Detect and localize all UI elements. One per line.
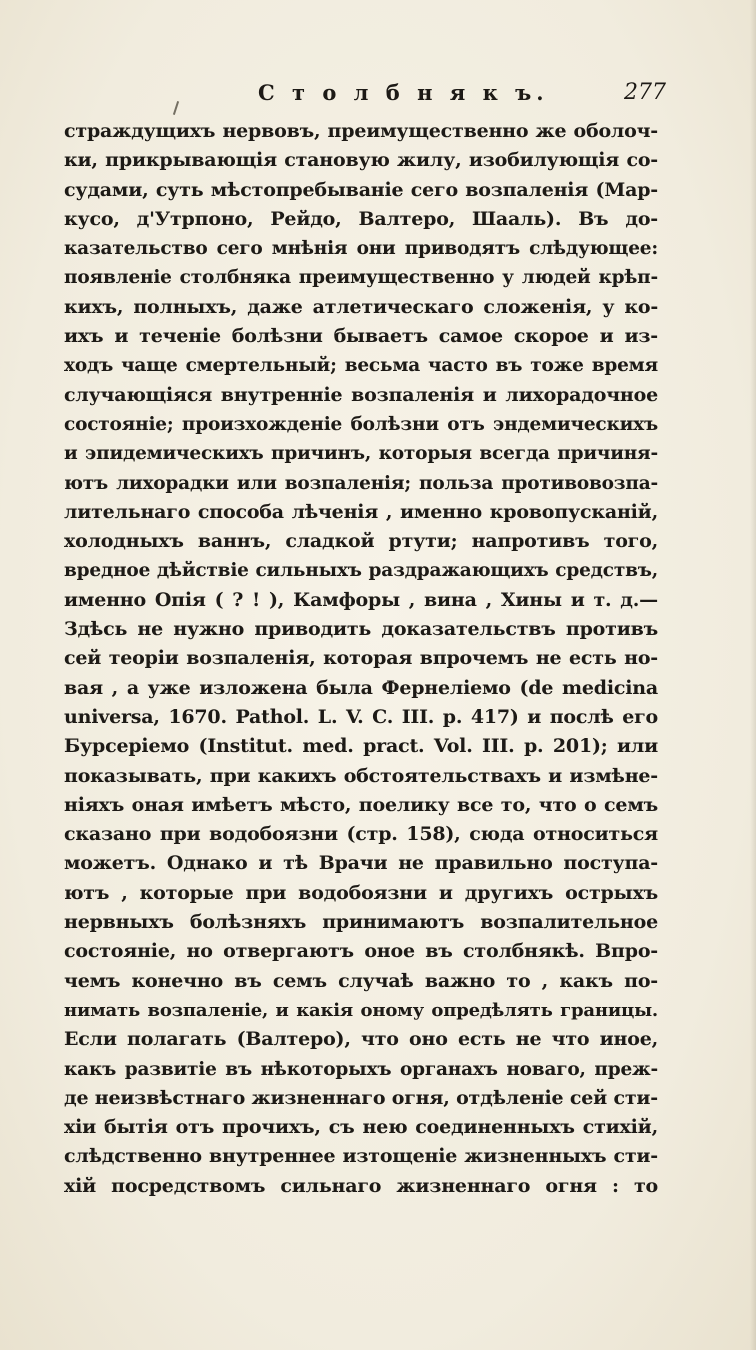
- text-line: вая , а уже изложена была Фернеліемо (de medicina: [64, 676, 658, 699]
- text-line: universa, 1670. Pathol. L. V. C. III. p. 417) и послѣ его: [64, 705, 658, 728]
- text-line: сей теоріи возпаленія, которая впрочемъ не есть но-: [64, 647, 658, 670]
- text-line: ки, прикрывающія становую жилу, изобилующія со-: [64, 149, 658, 172]
- paper-edge: [750, 0, 756, 1350]
- text-line: Если полагать (Валтеро), что оно есть не что иное,: [64, 1028, 658, 1051]
- text-line: можетъ. Однако и тѣ Врачи не правильно поступа-: [64, 852, 658, 875]
- text-line: ніяхъ оная имѣетъ мѣсто, поелику все то, что о семъ: [64, 793, 658, 816]
- text-line: ютъ , которые при водобоязни и другихъ острыхъ: [64, 881, 658, 904]
- text-line: какъ развитіе въ нѣкоторыхъ органахъ новаго, преж-: [64, 1058, 658, 1080]
- text-line: случающіяся внутренніе возпаленія и лихорадочное: [64, 383, 658, 406]
- text-line: нервныхъ болѣзняхъ принимаютъ возпалительное: [64, 911, 658, 934]
- text-line: чемъ конечно въ семъ случаѣ важно то , какъ по-: [64, 969, 658, 992]
- text-line: лительнаго способа лѣченія , именно кровопусканій,: [64, 500, 658, 523]
- text-line: нимать возпаленіе, и какія оному опредѣлять границы.: [64, 999, 658, 1021]
- text-line: хій посредствомъ сильнаго жизненнаго огня : то: [64, 1174, 658, 1197]
- text-line: именно Опія ( ? ! ), Камфоры , вина , Хины и т. д.—: [64, 588, 658, 611]
- running-head: [0, 80, 756, 114]
- text-line: и эпидемическихъ причинъ, которыя всегда причиня-: [64, 443, 658, 465]
- body-text: [64, 117, 658, 1201]
- text-line: судами, суть мѣстопребываніе сего возпаленія (Мар-: [64, 178, 658, 201]
- text-line: появленіе столбняка преимущественно у людей крѣп-: [64, 267, 658, 289]
- text-line: де неизвѣстнаго жизненнаго огня, отдѣленіе сей сти-: [64, 1086, 658, 1109]
- text-line: сказано при водобоязни (стр. 158), сюда относиться: [64, 823, 658, 846]
- text-line: состояніе, но отвергаютъ оное въ столбнякѣ. Впро-: [64, 940, 658, 963]
- text-line: хіи бытія отъ прочихъ, съ нею соединенныхъ стихій,: [64, 1116, 658, 1139]
- text-line: ходъ чаще смертельный; весьма часто въ тоже время: [64, 355, 658, 377]
- text-line: холодныхъ ваннъ, сладкой ртути; напротивъ того,: [64, 530, 658, 553]
- text-line: Бурсеріемо (Institut. med. pract. Vol. III. p. 201); или: [64, 735, 658, 758]
- text-line: состояніе; произхожденіе болѣзни отъ эндемическихъ: [64, 413, 658, 435]
- text-line: вредное дѣйствіе сильныхъ раздражающихъ средствъ,: [64, 560, 658, 582]
- text-line: кихъ, полныхъ, даже атлетическаго сложенія, у ко-: [64, 295, 658, 318]
- text-line: ютъ лихорадки или возпаленія; польза противовозпа-: [64, 472, 658, 494]
- page-number: 277: [624, 80, 666, 105]
- text-line: страждущихъ нервовъ, преимущественно же оболоч-: [64, 120, 658, 142]
- running-title: С т о л б н я к ъ.: [258, 80, 549, 105]
- text-line: казательство сего мнѣнія они приводятъ слѣдующее:: [64, 238, 658, 260]
- text-line: кусо, д'Утрпоно, Рейдо, Валтеро, Шааль). Въ до-: [64, 207, 658, 230]
- text-line: ихъ и теченіе болѣзни бываетъ самое скорое и из-: [64, 325, 658, 348]
- text-line: показывать, при какихъ обстоятельствахъ и измѣне-: [64, 764, 658, 787]
- text-line: слѣдственно внутреннее изтощеніе жизненныхъ сти-: [64, 1145, 658, 1168]
- text-line: Здѣсь не нужно приводить доказательствъ противъ: [64, 618, 658, 641]
